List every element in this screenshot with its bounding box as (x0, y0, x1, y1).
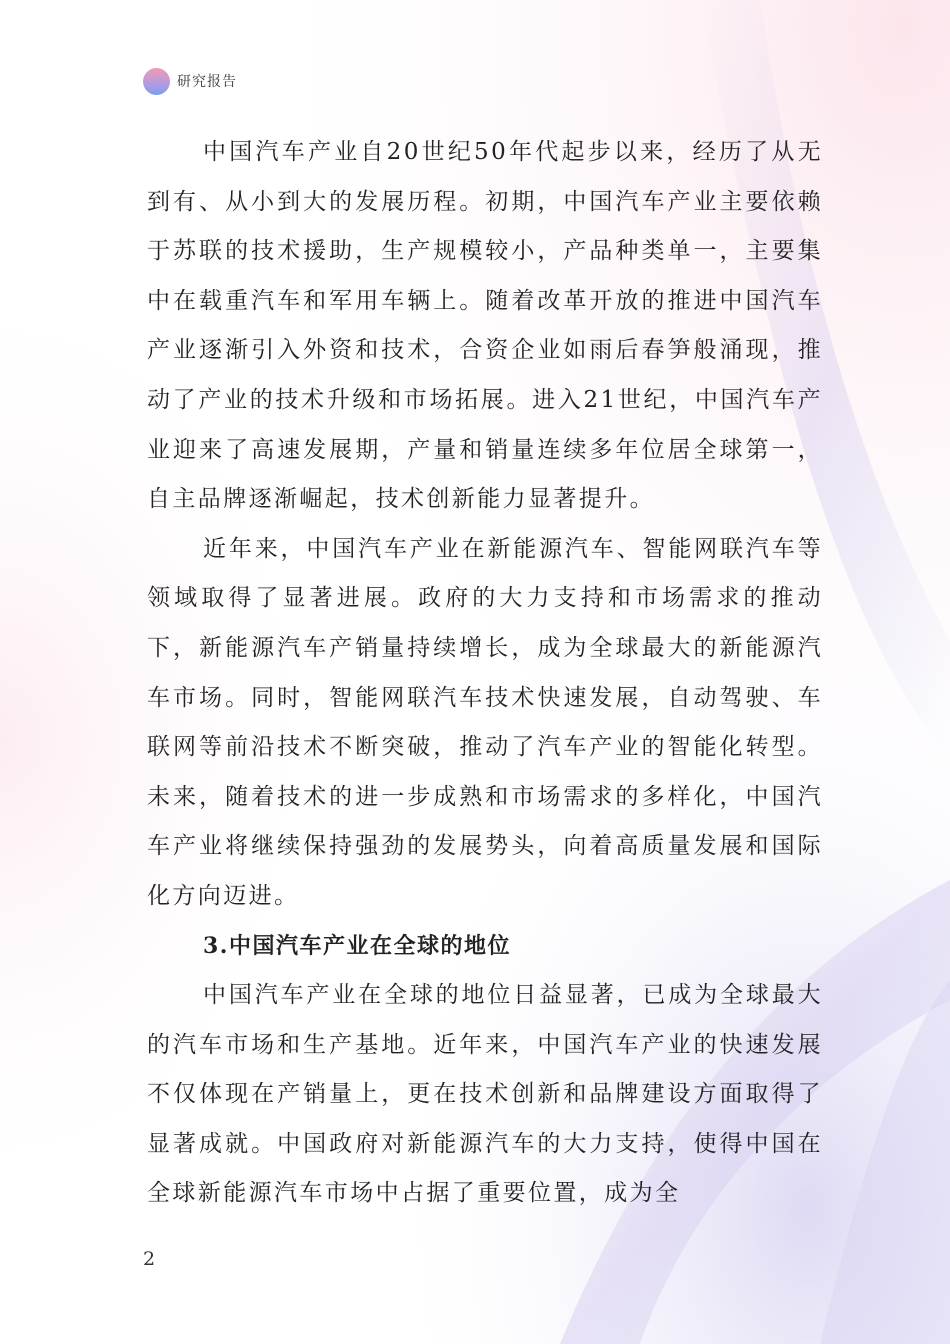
page-number: 2 (143, 1248, 156, 1270)
header-label: 研究报告 (177, 74, 237, 90)
document-body (147, 128, 823, 1219)
report-header (143, 66, 237, 96)
logo-circle-icon (143, 68, 170, 95)
section-paragraph: 中国汽车产业在全球的地位日益显著，已成为全球最大的汽车市场和生产基地。近年来，中国汽车产业的快速发展不仅体现在产销量上，更在技术创新和品牌建设方面取得了显著成就。中国政府对新能源汽车的大力支持，使得中国在全球新能源汽车市场中占据了重要位置，成为全 (147, 982, 823, 1207)
paragraph-2: 近年来，中国汽车产业在新能源汽车、智能网联汽车等领域取得了显著进展。政府的大力支持和市场需求的推动下，新能源汽车产销量持续增长，成为全球最大的新能源汽车市场。同时，智能网联汽车技术快速发展，自动驾驶、车联网等前沿技术不断突破，推动了汽车产业的智能化转型。未来，随着技术的进一步成熟和市场需求的多样化，中国汽车产业将继续保持强劲的发展势头，向着高质量发展和国际化方向迈进。 (147, 535, 823, 909)
section-heading: 3.中国汽车产业在全球的地位 (203, 932, 511, 959)
paragraph-1: 中国汽车产业自20世纪50年代起步以来，经历了从无到有、从小到大的发展历程。初期，中国汽车产业主要依赖于苏联的技术援助，生产规模较小，产品种类单一，主要集中在载重汽车和军用车辆上。随着改革开放的推进中国汽车产业逐渐引入外资和技术，合资企业如雨后春笋般涌现，推动了产业的技术升级和市场拓展。进入21世纪，中国汽车产业迎来了高速发展期，产量和销量连续多年位居全球第一，自主品牌逐渐崛起，技术创新能力显著提升。 (147, 139, 823, 513)
